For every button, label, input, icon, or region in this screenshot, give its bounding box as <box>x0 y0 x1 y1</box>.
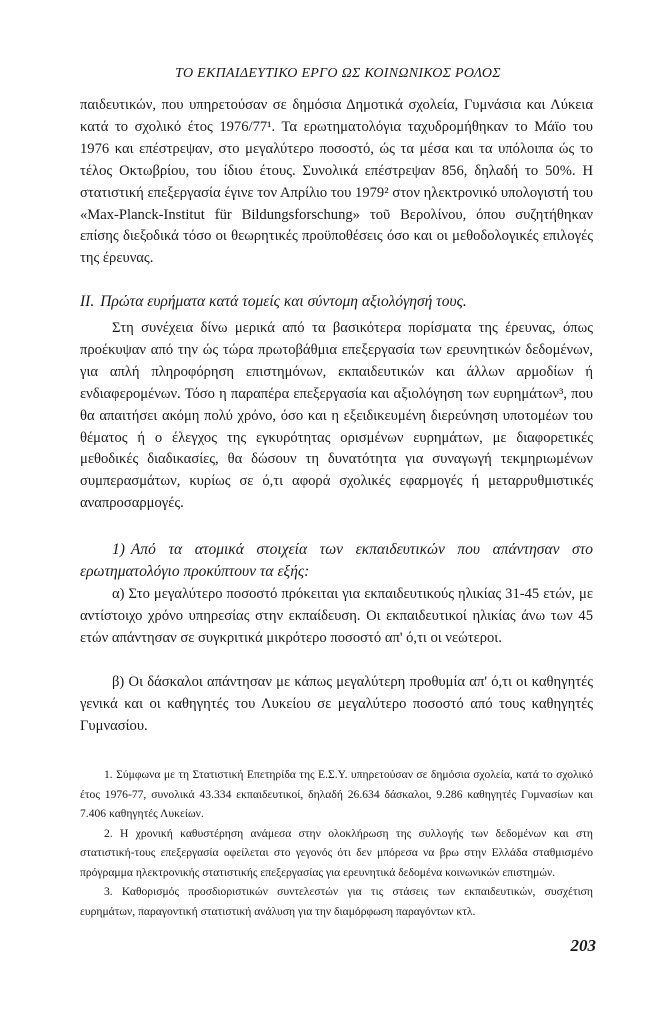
running-head: ΤΟ ΕΚΠΑΙΔΕΥΤΙΚΟ ΕΡΓΟ ΩΣ ΚΟΙΝΩΝΙΚΟΣ ΡΟΛΟΣ <box>175 66 501 81</box>
footnote-1: 1. Σύμφωνα με τη Στατιστική Επετηρίδα της Ε.Σ.Υ. υπηρετούσαν σε δημόσια σχολεία, κατά το σχολικό έτος 1976-77, συνολικά 43.334 εκπαιδευτικοί, δηλαδή 26.634 δάσκαλοι, 9.286 καθηγητές Γυμνασίων και 7.406 καθηγητές Λυκείων. <box>80 768 593 820</box>
footnote-3: 3. Καθορισμός προσδιοριστικών συντελεστών για τις στάσεις των εκπαιδευτικών, συσχέτιση ευρημάτων, παραγοντική στατιστική ανάλυση για την διαμόρφωση παραγόντων κτλ. <box>80 885 593 918</box>
section-heading <box>80 293 593 311</box>
body-paragraph-3: α) Στο μεγαλύτερο ποσοστό πρόκειται για εκπαιδευτικούς ηλικίας 31-45 ετών, με αντίστοιχο χρόνο υπηρεσίας στην εκπαίδευση. Οι εκπαιδευτικοί ηλικίας άνω των 45 ετών απάντησαν σε συγκριτικά μικρότερο ποσοστό απ' ό,τι οι νεώτεροι. <box>80 586 593 646</box>
body-paragraph-1: παιδευτικών, που υπηρετούσαν σε δημόσια Δημοτικά σχολεία, Γυμνάσια και Λύκεια κατά το σχολικό έτος 1976/77¹. Τα ερωτηματολόγια ταχυδρομήθηκαν το Μάϊο του 1976 και επέστρεψαν, στο μεγαλύτερο ποσοστό, ώς τα μέσα και τα υπόλοιπα ώς το τέλος Οκτωβρίου, του ίδιου έτους. Συνολικά επέστρεψαν 856, δηλαδή το 50%. Η στατιστική επεξεργασία έγινε τον Απρίλιο του 1979² στον ηλεκτρονικό υπολογιστή του «Max-Planck-Institut für Bildungsforschung» τοῦ Βερολίνου, όπου συζητήθηκαν επίσης διεξοδικά τόσο οι θεωρητικές προϋποθέσεις όσο και οι μεθοδολογικές επιλογές της έρευνας. <box>80 97 593 267</box>
section-heading-title: Πρώτα ευρήματα κατά τομείς και σύντομη αξιολόγησή τους. <box>100 293 467 310</box>
body-paragraph-4: β) Οι δάσκαλοι απάντησαν με κάπως μεγαλύτερη προθυμία απ' ό,τι οι καθηγητές γενικά και οι καθηγητές του Λυκείου σε μεγαλύτερο ποσοστό από τους καθηγητές Γυμνασίου. <box>80 674 593 734</box>
footnote-2: 2. Η χρονική καθυστέρηση ανάμεσα στην ολοκλήρωση της συλλογής των δεδομένων και στη στατιστική-τους επεξεργασία οφείλεται στο γεγονός ότι δεν μπόρεσα να βρω στην Ελλάδα σταθμισμένο πρόγραμμα ηλεκτρονικής στατιστικής επεξεργασίας για ερευνητικά δεδομένα κοινωνικών επιστημών. <box>80 826 593 879</box>
subheading <box>80 539 593 583</box>
footnotes <box>80 765 593 921</box>
subheading-text: Από τα ατομικά στοιχεία των εκπαιδευτικών που απάντησαν στο ερωτηματολόγιο προκύπτουν τα εξής: <box>80 541 593 580</box>
subheading-number: 1) <box>112 541 125 558</box>
page-number: 203 <box>570 936 596 955</box>
body-paragraph-2: Στη συνέχεια δίνω μερικά από τα βασικότερα πορίσματα της έρευνας, όπως προέκυψαν από την ώς τώρα πρωτοβάθμια επεξεργασία των ερευνητικών δεδομένων, για απλή πληροφόρηση επιστημόνων, εκπαιδευτικών και άλλων αρμοδίων ή ενδιαφερομένων. Τόσο η παραπέρα επεξεργασία και αξιολόγηση των ευρημάτων³, που θα απαιτήσει ακόμη πολύ χρόνο, όσο και η εξειδικευμένη διερεύνηση υποτομέων του θέματος ή ο έλεγχος της εγκυρότητας ορισμένων ευρημάτων, με διαφορετικές μεθοδικές διαδικασίες, θα δώσουν τη δυνατότητα για συναγωγή τεκμηριωμένων συμπερασμάτων, κυρίως σε ό,τι αφορά σχολικές εφαρμογές ή μεταρρυθμιστικές αναπροσαρμογές. <box>80 320 593 512</box>
section-heading-number: II. <box>80 293 95 310</box>
